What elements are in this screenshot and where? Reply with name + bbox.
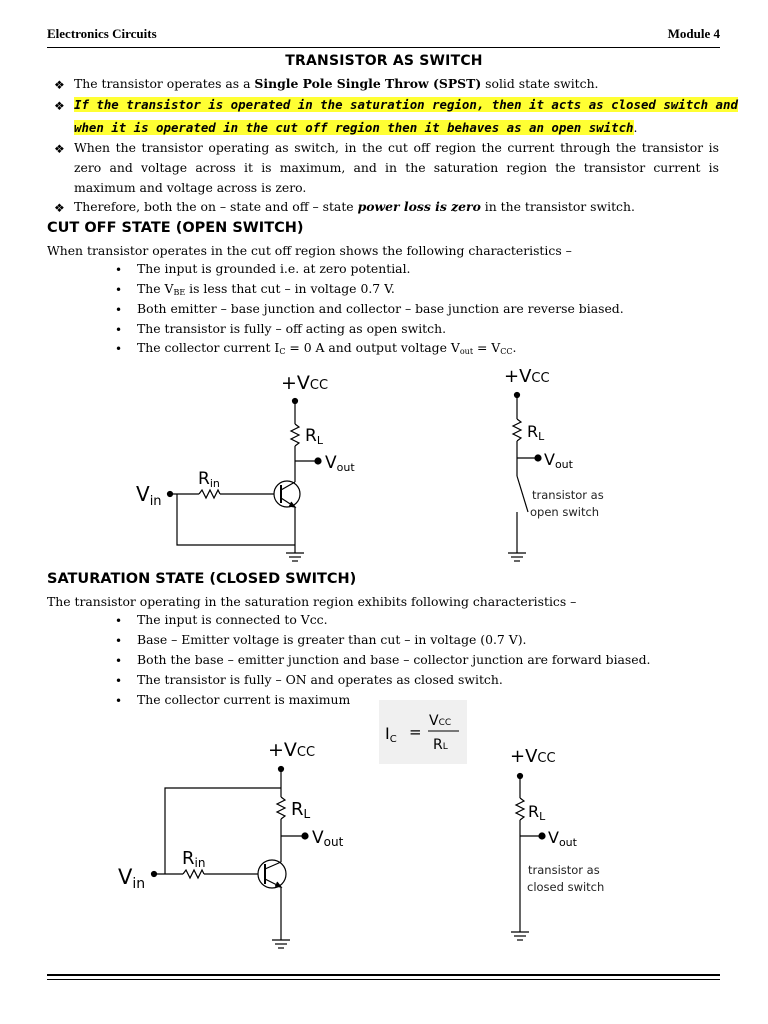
svg-text:+VCC — [268, 739, 315, 761]
svg-text:Vin — [118, 865, 145, 892]
diamond-bullet-icon: ❖ — [54, 201, 65, 215]
vcc-label-sub: CC — [296, 745, 316, 760]
saturation-intro: The transistor operating in the saturation region exhibits following characteristics – — [47, 594, 577, 609]
closed-switch-caption-2: closed switch — [527, 880, 605, 894]
svg-text:RL — [291, 799, 311, 821]
bullet-dot-icon: • — [115, 263, 123, 277]
open-switch-caption-2: open switch — [530, 505, 600, 519]
formula-denominator-sub: L — [442, 742, 448, 752]
header-course: Electronics Circuits — [47, 26, 157, 41]
formula-numerator-sub: CC — [438, 718, 452, 728]
cutoff-item-2-a: The V — [137, 281, 174, 296]
rl-label-sub: L — [538, 430, 545, 443]
cutoff-item-5-c: = V — [473, 340, 501, 355]
bullet-dot-icon: • — [115, 654, 123, 668]
intro-p4-text-end: in the transistor switch. — [480, 199, 635, 214]
vcc-label: +V — [268, 739, 297, 761]
rl-label-sub: L — [539, 810, 546, 823]
open-switch-caption-1: transistor as — [532, 488, 604, 502]
rl-label-sub: L — [316, 434, 323, 447]
intro-p1-text: The transistor operates as a — [74, 76, 255, 91]
formula-denominator: R — [433, 737, 443, 753]
vout-label: V — [312, 828, 324, 848]
saturation-item-2: Base – Emitter voltage is greater than cut – in voltage (0.7 V). — [137, 632, 527, 647]
svg-text:RL — [528, 802, 546, 823]
cutoff-item-5-sub1: C — [279, 347, 286, 356]
bullet-dot-icon: • — [115, 323, 123, 337]
bullet-dot-icon: • — [115, 614, 123, 628]
bullet-dot-icon: • — [115, 342, 123, 356]
vout-label: V — [544, 450, 555, 469]
footer-rule — [47, 974, 720, 976]
rin-label: R — [182, 848, 195, 869]
bjt-transistor-symbol — [258, 860, 286, 888]
cutoff-item-5-sub2: out — [459, 347, 474, 356]
highlighted-statement-line1: If the transistor is operated in the saturation region, then it acts as closed switch and — [74, 97, 738, 112]
cutoff-item-2-b: is less that cut – in voltage 0.7 V. — [185, 281, 395, 296]
page-title: TRANSISTOR AS SWITCH — [285, 53, 483, 69]
header-module: Module 4 — [667, 26, 720, 41]
svg-text:Rin — [182, 848, 205, 870]
intro-p1-bold: Single Pole Single Throw (SPST) — [254, 76, 482, 91]
diamond-bullet-icon: ❖ — [54, 78, 65, 92]
saturation-heading: SATURATION STATE (CLOSED SWITCH) — [47, 571, 357, 587]
vout-label-sub: out — [558, 836, 577, 849]
saturation-item-3: Both the base – emitter junction and base – collector junction are forward biased. — [137, 652, 651, 667]
saturation-item-5: The collector current is maximum — [137, 692, 351, 707]
cutoff-item-4: The transistor is fully – off acting as open switch. — [137, 321, 447, 336]
rl-label: R — [305, 426, 317, 446]
formula-lhs-sub: C — [389, 734, 397, 745]
vin-label-sub: in — [149, 494, 162, 509]
vout-label: V — [325, 453, 337, 473]
saturation-item-1: The input is connected to Vcc. — [137, 612, 328, 627]
bullet-dot-icon: • — [115, 283, 123, 297]
vcc-label-sub: CC — [531, 371, 550, 386]
vcc-label-sub: CC — [309, 378, 329, 393]
vout-label-sub: out — [323, 835, 344, 849]
vout-label-sub: out — [336, 461, 355, 474]
bullet-dot-icon: • — [115, 694, 123, 708]
intro-p4-text: Therefore, both the on – state and off – state — [74, 199, 358, 214]
footer-rule — [47, 979, 720, 980]
cutoff-item-3: Both emitter – base junction and collector – base junction are reverse biased. — [137, 301, 624, 316]
intro-p1-text-end: solid state switch. — [481, 76, 599, 91]
vin-label: V — [136, 482, 150, 506]
saturation-item-4: The transistor is fully – ON and operates as closed switch. — [137, 672, 503, 687]
cutoff-item-5-sub3: CC — [500, 347, 513, 356]
svg-text:+VCC — [510, 746, 556, 767]
rin-label: R — [198, 469, 210, 489]
intro-point-3: When the transistor operating as switch, in the cut off region the current through the transistor is zero and voltage across it is maximum, and in the saturation region the transistor current is maximum and voltage across is zero. — [74, 140, 719, 195]
rin-label-sub: in — [209, 477, 220, 490]
diamond-bullet-icon: ❖ — [54, 142, 65, 156]
cutoff-item-1: The input is grounded i.e. at zero potential. — [137, 261, 411, 276]
vin-label-sub: in — [132, 876, 146, 892]
formula-lhs: I — [385, 724, 390, 743]
formula-equals: = — [409, 723, 422, 741]
rl-label-sub: L — [303, 807, 311, 821]
cutoff-item-5-d: . — [512, 340, 517, 355]
svg-text:Vout — [548, 828, 578, 849]
diamond-bullet-icon: ❖ — [54, 99, 65, 113]
rl-label: R — [528, 802, 540, 821]
cutoff-item-2-sub: BE — [173, 288, 186, 297]
rin-label-sub: in — [194, 856, 206, 870]
vout-label-sub: out — [554, 458, 573, 471]
vcc-label-sub: CC — [537, 751, 556, 766]
formula-numerator: V — [429, 713, 439, 729]
cutoff-heading: CUT OFF STATE (OPEN SWITCH) — [47, 220, 304, 236]
highlighted-statement-line2: when it is operated in the cut off region then it behaves as an open switch — [74, 120, 634, 135]
bullet-dot-icon: • — [115, 303, 123, 317]
bullet-dot-icon: • — [115, 674, 123, 688]
intro-p2-period: . — [633, 120, 638, 135]
vcc-label: +V — [281, 372, 310, 394]
rl-label: R — [291, 799, 304, 820]
vout-label: V — [548, 828, 559, 847]
closed-switch-caption-1: transistor as — [528, 863, 600, 877]
vcc-label: +V — [510, 746, 538, 767]
cutoff-intro: When transistor operates in the cut off region shows the following characteristics – — [47, 243, 572, 258]
vin-label: V — [118, 865, 133, 889]
cutoff-item-5-b: = 0 A and output voltage V — [285, 340, 460, 355]
bullet-dot-icon: • — [115, 634, 123, 648]
svg-text:Vout — [312, 828, 344, 849]
rl-label: R — [527, 422, 539, 441]
cutoff-item-5-a: The collector current I — [137, 340, 280, 355]
vcc-label: +V — [504, 366, 532, 387]
intro-p4-bold: power loss is zero — [357, 199, 481, 214]
